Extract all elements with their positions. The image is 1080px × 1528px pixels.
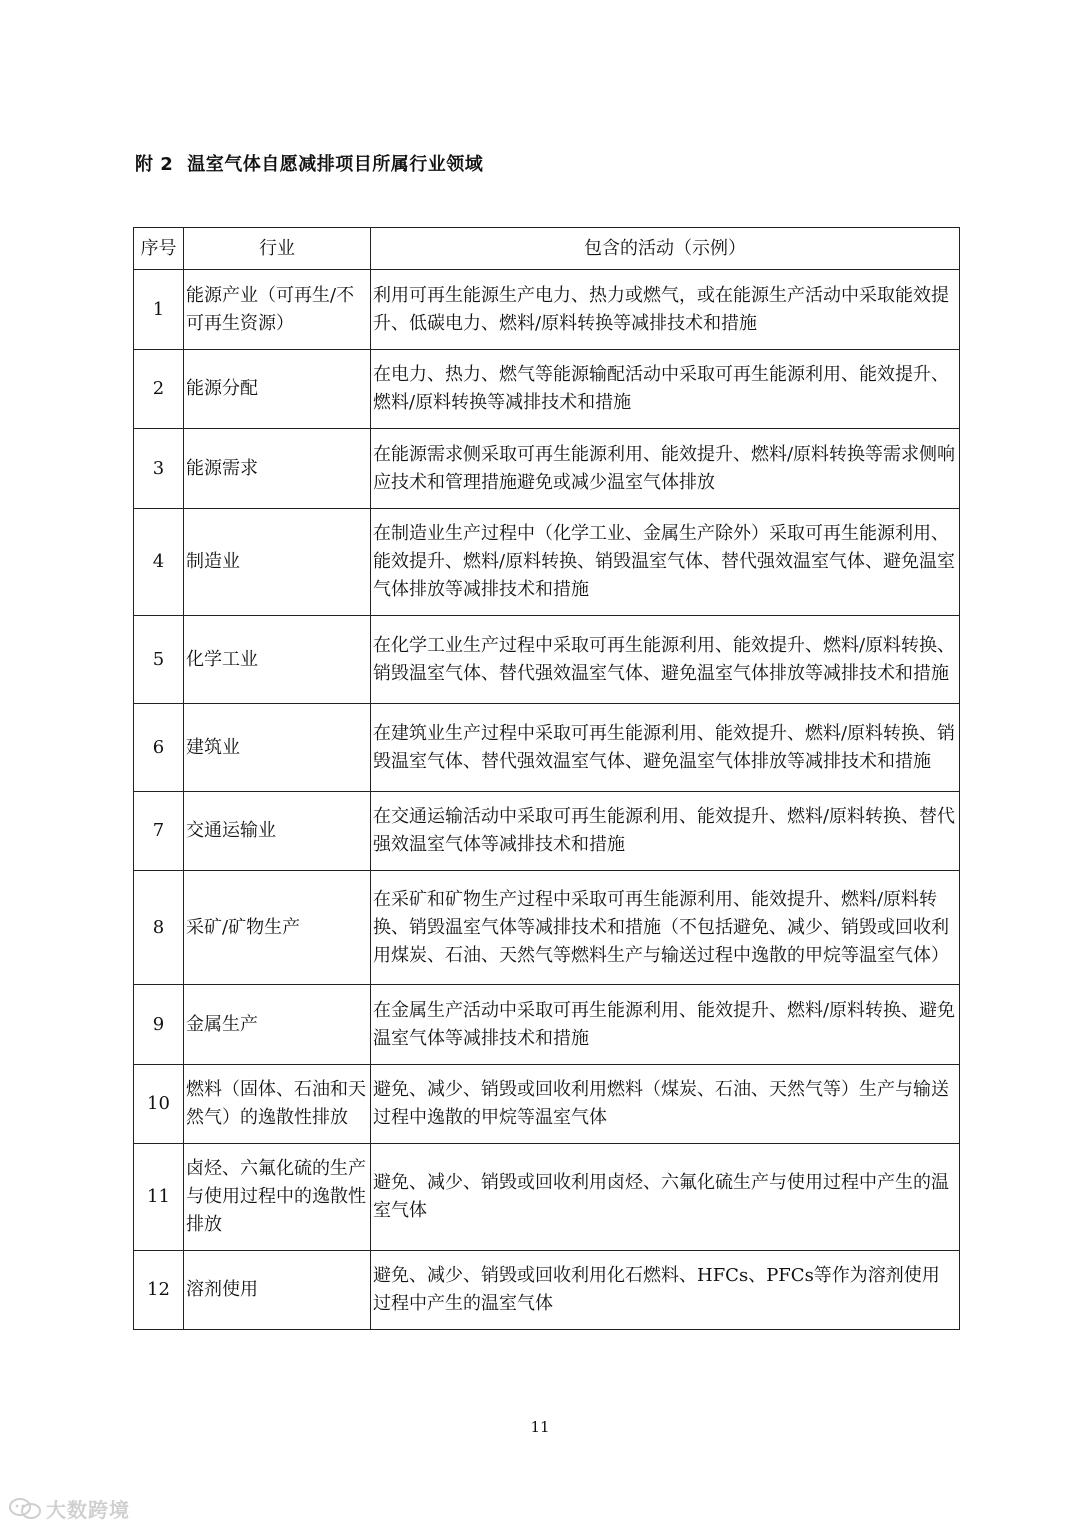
row-no: 6 xyxy=(134,704,184,792)
row-no: 2 xyxy=(134,350,184,429)
row-activity: 避免、减少、销毁或回收利用燃料（煤炭、石油、天然气等）生产与输送过程中逸散的甲烷等温室气体 xyxy=(371,1065,960,1144)
table-row xyxy=(134,792,960,871)
row-no: 8 xyxy=(134,871,184,985)
row-no: 5 xyxy=(134,616,184,704)
table-row xyxy=(134,270,960,350)
header-activity: 包含的活动（示例） xyxy=(371,228,960,270)
table-header-row xyxy=(134,228,960,270)
row-activity: 避免、减少、销毁或回收利用化石燃料、HFCs、PFCs等作为溶剂使用过程中产生的温室气体 xyxy=(371,1251,960,1330)
row-industry: 制造业 xyxy=(184,509,371,616)
row-no: 7 xyxy=(134,792,184,871)
row-no: 12 xyxy=(134,1251,184,1330)
industry-table xyxy=(133,227,960,1330)
row-industry: 能源产业（可再生/不可再生资源） xyxy=(184,270,371,350)
table-row xyxy=(134,429,960,509)
table-row xyxy=(134,509,960,616)
row-activity: 在制造业生产过程中（化学工业、金属生产除外）采取可再生能源利用、能效提升、燃料/原料转换、销毁温室气体、替代强效温室气体、避免温室气体排放等减排技术和措施 xyxy=(371,509,960,616)
watermark xyxy=(8,1494,130,1523)
row-activity: 在金属生产活动中采取可再生能源利用、能效提升、燃料/原料转换、避免温室气体等减排技术和措施 xyxy=(371,985,960,1065)
wechat-logo-icon xyxy=(8,1496,42,1522)
row-industry: 采矿/矿物生产 xyxy=(184,871,371,985)
row-industry: 卤烃、六氟化硫的生产与使用过程中的逸散性排放 xyxy=(184,1144,371,1251)
row-no: 10 xyxy=(134,1065,184,1144)
row-activity: 在采矿和矿物生产过程中采取可再生能源利用、能效提升、燃料/原料转换、销毁温室气体等减排技术和措施（不包括避免、减少、销毁或回收利用煤炭、石油、天然气等燃料生产与输送过程中逸散的甲烷等温室气体） xyxy=(371,871,960,985)
row-industry: 燃料（固体、石油和天然气）的逸散性排放 xyxy=(184,1065,371,1144)
row-activity: 在能源需求侧采取可再生能源利用、能效提升、燃料/原料转换等需求侧响应技术和管理措施避免或减少温室气体排放 xyxy=(371,429,960,509)
header-no: 序号 xyxy=(134,228,184,270)
row-industry: 交通运输业 xyxy=(184,792,371,871)
appendix-title: 温室气体自愿减排项目所属行业领域 xyxy=(187,154,484,175)
row-industry: 溶剂使用 xyxy=(184,1251,371,1330)
table-row xyxy=(134,350,960,429)
row-activity: 避免、减少、销毁或回收利用卤烃、六氟化硫生产与使用过程中产生的温室气体 xyxy=(371,1144,960,1251)
page-number: 11 xyxy=(530,1418,550,1436)
table-row xyxy=(134,1065,960,1144)
row-no: 9 xyxy=(134,985,184,1065)
table-row xyxy=(134,704,960,792)
row-no: 3 xyxy=(134,429,184,509)
table-row xyxy=(134,871,960,985)
row-industry: 化学工业 xyxy=(184,616,371,704)
row-activity: 在交通运输活动中采取可再生能源利用、能效提升、燃料/原料转换、替代强效温室气体等减排技术和措施 xyxy=(371,792,960,871)
appendix-label: 附 2 xyxy=(135,154,174,175)
row-industry: 建筑业 xyxy=(184,704,371,792)
table-row xyxy=(134,1251,960,1330)
watermark-text: 大数跨境 xyxy=(46,1498,130,1522)
row-no: 1 xyxy=(134,270,184,350)
row-activity: 在电力、热力、燃气等能源输配活动中采取可再生能源利用、能效提升、燃料/原料转换等减排技术和措施 xyxy=(371,350,960,429)
table-row xyxy=(134,616,960,704)
row-activity: 在化学工业生产过程中采取可再生能源利用、能效提升、燃料/原料转换、销毁温室气体、替代强效温室气体、避免温室气体排放等减排技术和措施 xyxy=(371,616,960,704)
row-no: 4 xyxy=(134,509,184,616)
row-activity: 利用可再生能源生产电力、热力或燃气，或在能源生产活动中采取能效提升、低碳电力、燃料/原料转换等减排技术和措施 xyxy=(371,270,960,350)
row-activity: 在建筑业生产过程中采取可再生能源利用、能效提升、燃料/原料转换、销毁温室气体、替代强效温室气体、避免温室气体排放等减排技术和措施 xyxy=(371,704,960,792)
row-industry: 能源分配 xyxy=(184,350,371,429)
header-industry: 行业 xyxy=(184,228,371,270)
table-row xyxy=(134,1144,960,1251)
row-industry: 能源需求 xyxy=(184,429,371,509)
table-row xyxy=(134,985,960,1065)
row-no: 11 xyxy=(134,1144,184,1251)
page-heading xyxy=(135,150,483,176)
row-industry: 金属生产 xyxy=(184,985,371,1065)
